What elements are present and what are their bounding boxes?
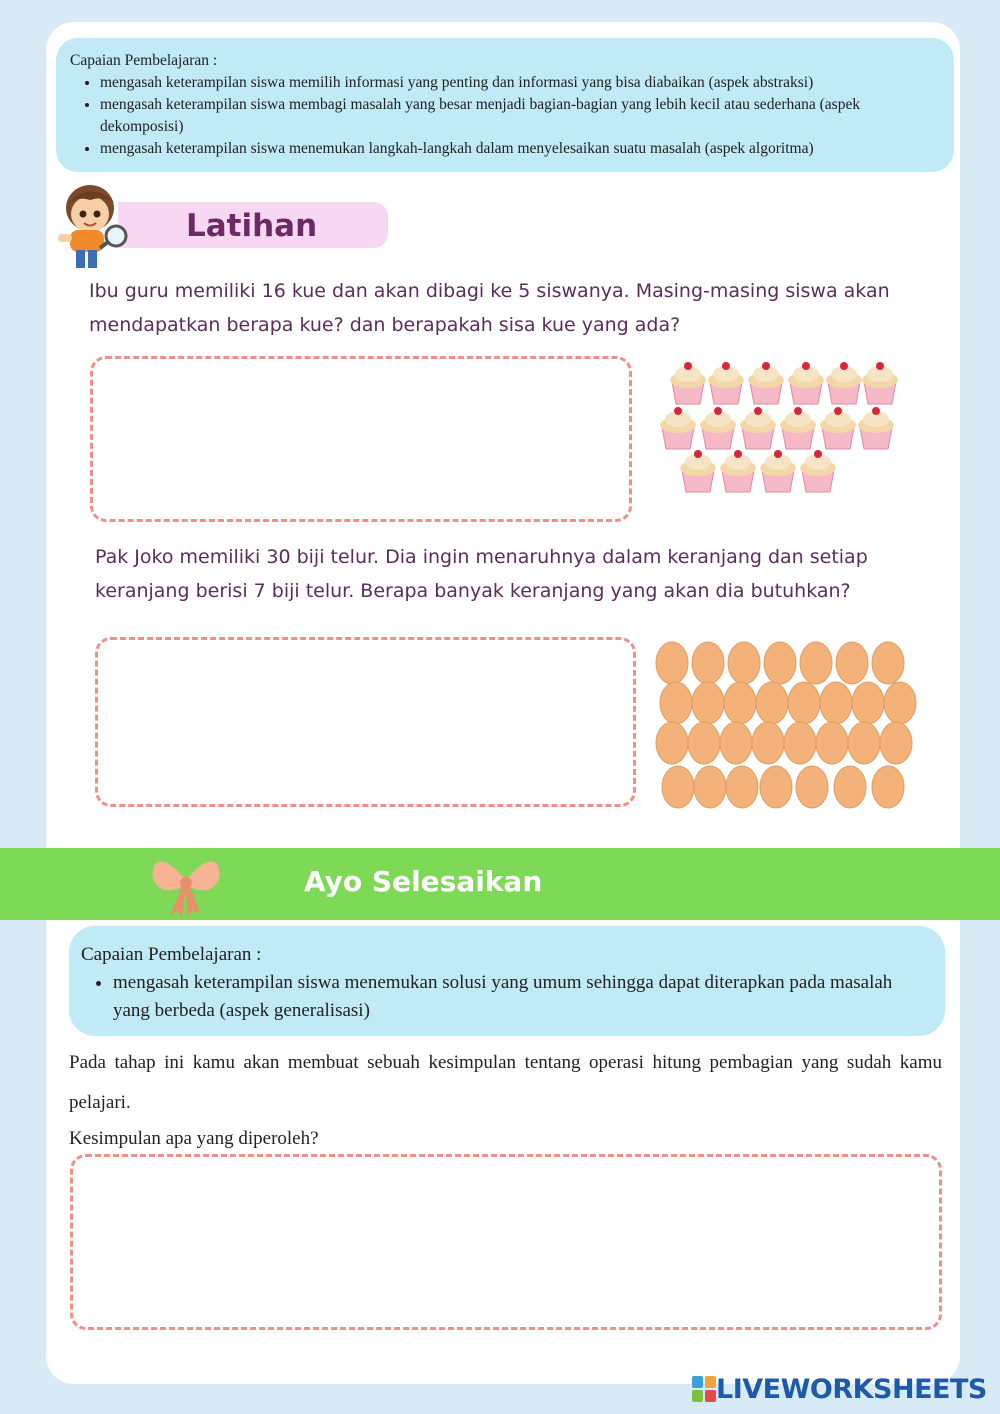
egg (728, 642, 760, 684)
cupcake (820, 407, 856, 449)
question-1-text: Ibu guru memiliki 16 kue dan akan dibagi ke 5 siswanya. Masing-masing siswa akan mendapatkan berapa kue? dan berapakah sisa kue yang ada? (89, 280, 890, 336)
cupcake (858, 407, 894, 449)
cupcake (780, 407, 816, 449)
liveworksheets-logo[interactable] (692, 1372, 987, 1406)
egg (764, 642, 796, 684)
egg (726, 766, 758, 808)
learning-goals-list (70, 72, 940, 160)
egg (872, 642, 904, 684)
egg (796, 766, 828, 808)
liveworksheets-logo-text: LIVEWORKSHEETS (716, 1373, 987, 1405)
cupcake (680, 450, 716, 492)
answer-box-2[interactable] (95, 637, 636, 807)
egg (784, 722, 816, 764)
egg (836, 642, 868, 684)
egg (692, 682, 724, 724)
learning-goal-item: • mengasah keterampilan siswa memilih informasi yang penting dan informasi yang bisa diabaikan (aspek abstraksi) (100, 72, 940, 94)
egg (724, 682, 756, 724)
egg (756, 682, 788, 724)
cupcake (708, 362, 744, 404)
cupcake (740, 407, 776, 449)
cupcake (660, 407, 696, 449)
egg (662, 766, 694, 808)
egg (872, 766, 904, 808)
egg (880, 722, 912, 764)
cupcake (788, 362, 824, 404)
learning-goal-item: • mengasah keterampilan siswa menemukan langkah-langkah dalam menyelesaikan suatu masalah (aspek algoritma) (100, 138, 940, 160)
learning-goals-heading: Capaian Pembelajaran : (81, 944, 262, 965)
conclusion-prompt: Kesimpulan apa yang diperoleh? (69, 1128, 319, 1149)
egg (688, 722, 720, 764)
egg (788, 682, 820, 724)
boy-magnifier-illustration (50, 178, 132, 274)
eggs-illustration (652, 638, 918, 813)
egg (694, 766, 726, 808)
egg (816, 722, 848, 764)
cupcake (720, 450, 756, 492)
cupcake (670, 362, 706, 404)
cupcakes-illustration (650, 350, 900, 500)
egg (760, 766, 792, 808)
bow-illustration (148, 848, 224, 920)
egg (752, 722, 784, 764)
learning-goals-bottom (69, 926, 945, 1036)
cupcake (862, 362, 898, 404)
cupcake (748, 362, 784, 404)
learning-goals-heading: Capaian Pembelajaran : (70, 52, 218, 69)
latihan-title: Latihan (186, 208, 318, 244)
cupcake (826, 362, 862, 404)
instruction-paragraph: Pada tahap ini kamu akan membuat sebuah kesimpulan tentang operasi hitung pembagian yang sudah kamu pelajari. (69, 1052, 942, 1113)
egg (692, 642, 724, 684)
egg (660, 682, 692, 724)
question-2-text: Pak Joko memiliki 30 biji telur. Dia ingin menaruhnya dalam keranjang dan setiap keranjang berisi 7 biji telur. Berapa banyak keranjang yang akan dia butuhkan? (95, 546, 868, 602)
learning-goal-item: • mengasah keterampilan siswa membagi masalah yang besar menjadi bagian-bagian yang lebih kecil atau sederhana (aspek dekomposisi) (100, 94, 940, 138)
learning-goals-list (81, 969, 933, 1025)
egg (884, 682, 916, 724)
learning-goal-item: • mengasah keterampilan siswa menemukan solusi yang umum sehingga dapat diterapkan pada masalah yang berbeda (aspek generalisasi) (113, 969, 933, 1025)
cupcake (800, 450, 836, 492)
cupcake (760, 450, 796, 492)
conclusion-answer-box[interactable] (70, 1154, 942, 1330)
answer-box-1[interactable] (90, 356, 632, 522)
egg (656, 642, 688, 684)
ayo-selesaikan-title: Ayo Selesaikan (304, 865, 543, 898)
egg (848, 722, 880, 764)
egg (834, 766, 866, 808)
cupcake (700, 407, 736, 449)
liveworksheets-logo-icon (692, 1376, 716, 1402)
egg (656, 722, 688, 764)
egg (852, 682, 884, 724)
egg (720, 722, 752, 764)
egg (800, 642, 832, 684)
learning-goals-top (56, 38, 954, 172)
egg (820, 682, 852, 724)
